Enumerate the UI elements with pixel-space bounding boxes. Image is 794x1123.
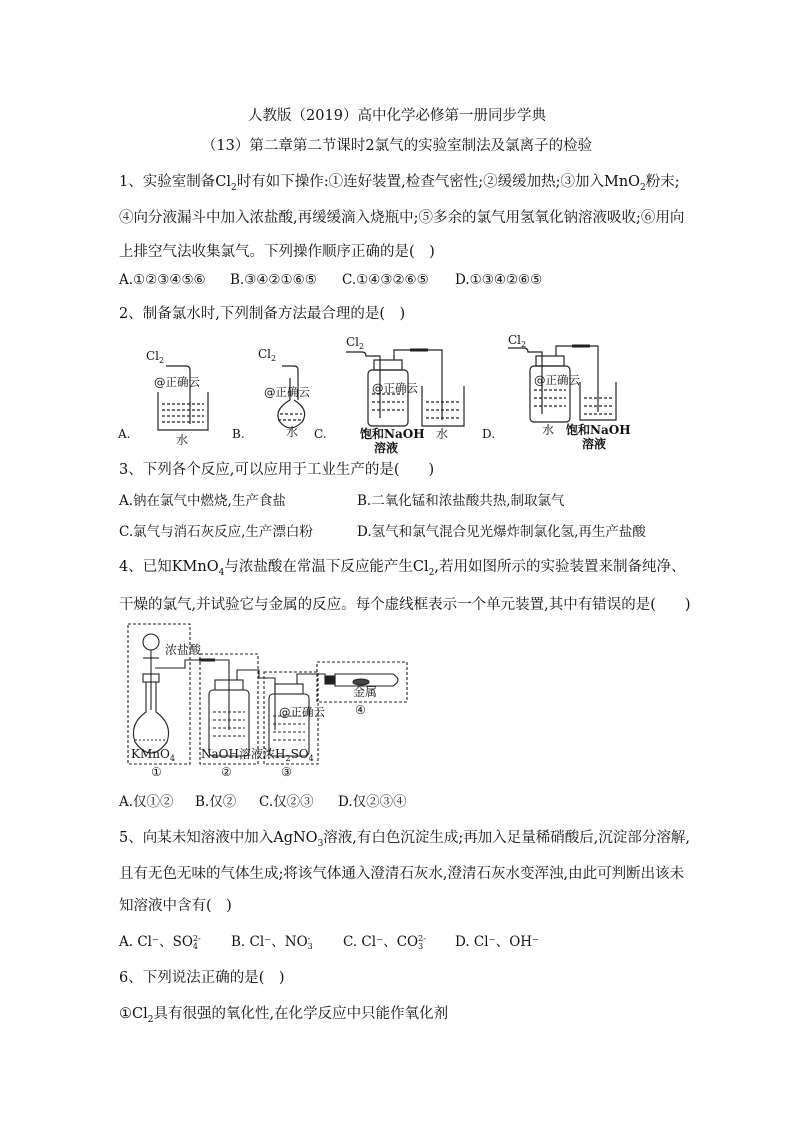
svg-text:水: 水 <box>286 425 299 439</box>
svg-text:③: ③ <box>281 765 292 779</box>
svg-text:④: ④ <box>355 703 366 717</box>
svg-text:浓H2SO4: 浓$H_2SO_4$ <box>263 747 314 763</box>
q3-option-a: A.钠在氯气中燃烧,生产食盐 <box>119 493 286 509</box>
watermark: @正确云 <box>372 381 418 395</box>
q1-option-c: C.①④③②⑥⑤ <box>342 272 429 288</box>
svg-text:②: ② <box>221 765 232 779</box>
q5-stem-line-3: 知溶液中含有( ) <box>119 898 232 914</box>
q5-option-d: D. Cl⁻、OH⁻ <box>455 934 540 950</box>
q4-stem-line-2: 干燥的氯气,并试验它与金属的反应。每个虚线框表示一个单元装置,其中有错误的是( ) <box>119 597 691 613</box>
watermark: @正确云 <box>534 373 580 387</box>
q4-option-d: D.仅②③④ <box>338 794 407 810</box>
svg-text:B.: B. <box>232 427 245 441</box>
svg-text:水: 水 <box>436 427 449 441</box>
q2-apparatus-figure <box>110 330 670 455</box>
svg-text:NaOH溶液: NaOH溶液 <box>201 747 263 761</box>
watermark: @正确云 <box>279 705 325 719</box>
svg-text:①: ① <box>151 765 162 779</box>
watermark: @正确云 <box>264 385 310 399</box>
q1-option-a: A.①②③④⑤⑥ <box>119 272 206 288</box>
svg-text:溶液: 溶液 <box>374 441 399 455</box>
q5-stem-line-1: 5、向某未知溶液中加入AgNO$_3$溶液,有白色沉淀生成;再加入足量稀硝酸后,沉淀部分溶解, <box>119 830 691 849</box>
q1-option-d: D.①③④②⑥⑤ <box>455 272 543 288</box>
q5-stem-line-2: 且有无色无味的气体生成;将该气体通入澄清石灰水,澄清石灰水变浑浊,由此可判断出该未 <box>119 866 685 882</box>
svg-text:Cl2: $Cl_2$ <box>258 347 277 363</box>
svg-text:C.: C. <box>314 427 327 441</box>
svg-text:Cl2: $Cl_2$ <box>508 333 527 349</box>
q4-apparatus-figure <box>125 620 415 780</box>
q5-option-b: B. Cl⁻、NO- 3 <box>231 933 313 951</box>
q2-stem: 2、制备氯水时,下列制备方法最合理的是( ) <box>119 306 406 322</box>
svg-text:浓盐酸: 浓盐酸 <box>165 643 202 657</box>
q6-stem: 6、下列说法正确的是( ) <box>119 970 285 986</box>
q4-option-a: A.仅①② <box>119 794 174 810</box>
svg-text:Cl2: $Cl_2$ <box>346 335 365 351</box>
q1-stem-line-1: 1、实验室制备$Cl_2$时有如下操作:①连好装置,检查气密性;②缓缓加热;③加入MnO$_2$粉末; <box>119 174 680 193</box>
svg-text:饱和NaOH: 饱和NaOH <box>566 423 631 437</box>
svg-text:A.: A. <box>118 427 131 441</box>
q3-option-c: C.氯气与消石灰反应,生产漂白粉 <box>119 524 313 540</box>
watermark: @正确云 <box>154 375 200 389</box>
svg-text:D.: D. <box>482 427 496 441</box>
q5-option-c: C. Cl⁻、CO2- 3 <box>343 933 426 951</box>
svg-text:Cl2: $Cl_2$ <box>146 349 165 365</box>
svg-text:水: 水 <box>176 433 189 447</box>
q5-option-a: A. Cl⁻、SO2- 4 <box>119 933 201 951</box>
svg-text:金属: 金属 <box>353 685 378 699</box>
document-title: 人教版（2019）高中化学必修第一册同步学典 <box>248 108 546 124</box>
svg-text:KMnO4: KMnO$_4$ <box>131 747 175 763</box>
document-subtitle: （13）第二章第二节课时2氯气的实验室制法及氯离子的检验 <box>201 138 593 154</box>
q4-option-b: B.仅② <box>195 794 237 810</box>
q6-statement-1: $①Cl_2$具有很强的氧化性,在化学反应中只能作氧化剂 <box>119 1006 449 1025</box>
svg-text:水: 水 <box>542 423 555 437</box>
q3-option-d: D.氢气和氯气混合见光爆炸制氯化氢,再生产盐酸 <box>357 524 646 540</box>
svg-text:溶液: 溶液 <box>582 437 607 451</box>
q1-stem-line-2: ④向分液漏斗中加入浓盐酸,再缓缓滴入烧瓶中;⑤多余的氯气用氢氧化钠溶液吸收;⑥用向 <box>119 210 685 226</box>
q4-stem-line-1: 4、已知KMnO$_4$与浓盐酸在常温下反应能产生$Cl_2$,若用如图所示的实验装置来制备纯净、 <box>119 559 686 578</box>
q3-option-b: B.二氧化锰和浓盐酸共热,制取氯气 <box>357 493 565 509</box>
svg-text:饱和NaOH: 饱和NaOH <box>360 427 425 441</box>
q1-stem-line-3: 上排空气法收集氯气。下列操作顺序正确的是( ) <box>119 244 435 260</box>
q1-option-b: B.③④②①⑥⑤ <box>230 272 317 288</box>
q4-option-c: C.仅②③ <box>259 794 314 810</box>
q3-stem: 3、下列各个反应,可以应用于工业生产的是( ) <box>119 462 435 478</box>
